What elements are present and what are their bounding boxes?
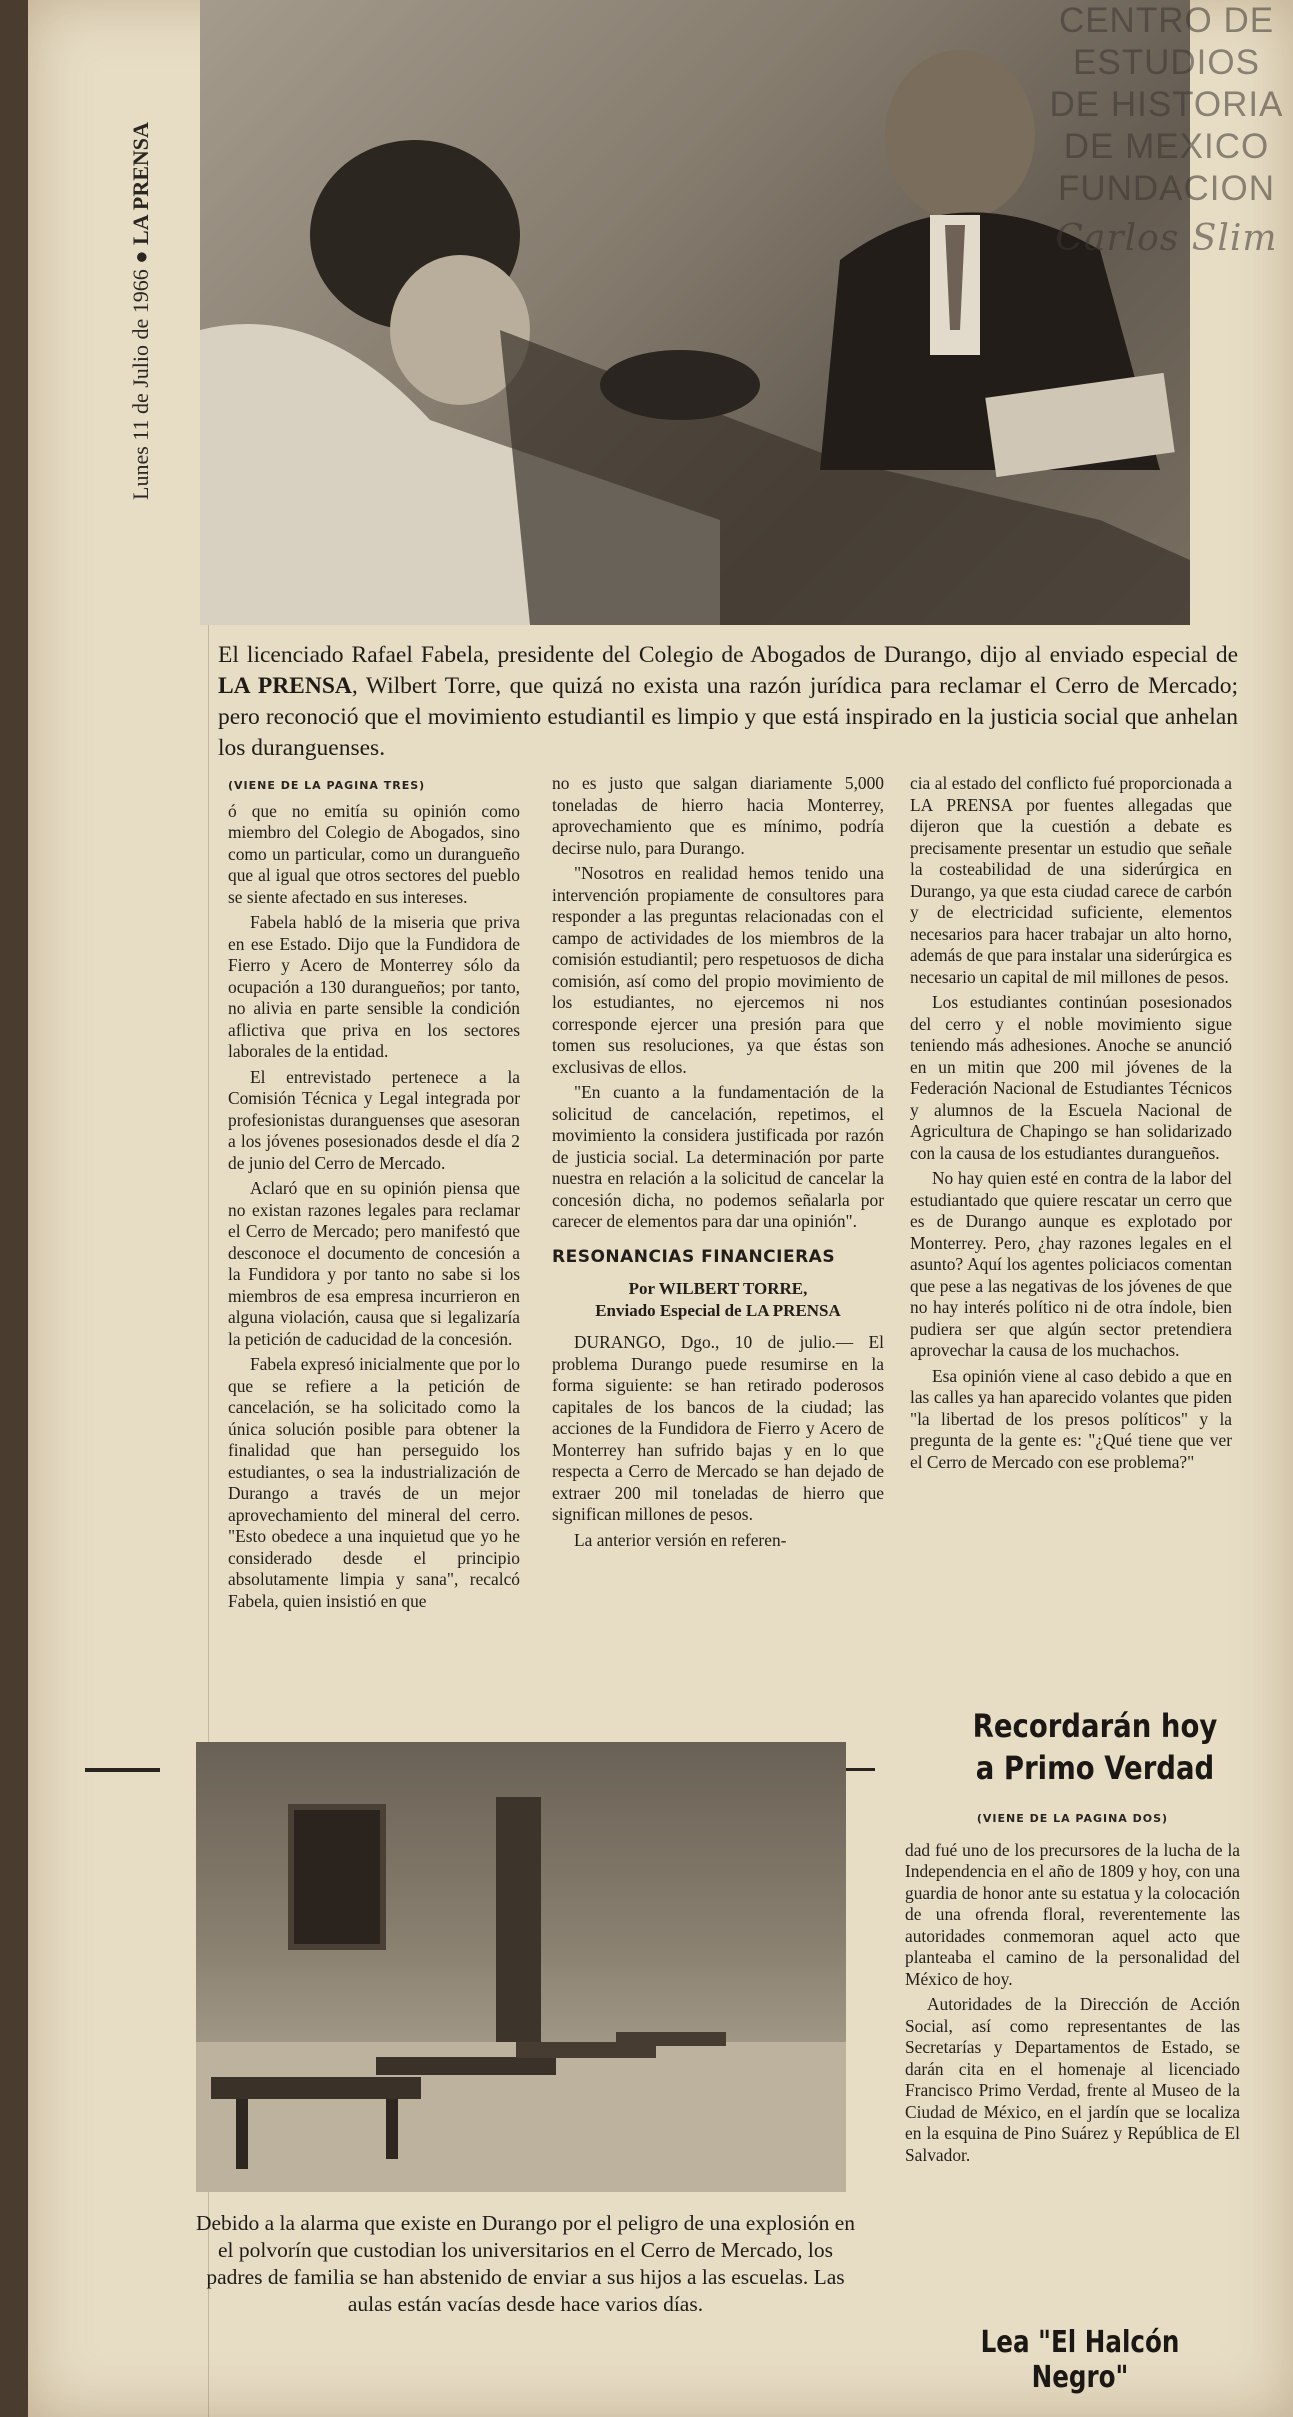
archive-watermark (1040, 0, 1293, 320)
paragraph: no es justo que salgan diariamente 5,000 toneladas de hierro hacia Monterrey, aprovechamiento que es mínimo, podría decirse nulo, para Durango. (552, 773, 884, 858)
photo-caption-bottom: Debido a la alarma que existe en Durango por el peligro de una explosión en el polvorín que custodian los universitarios en el Cerro de Mercado, los padres de familia se han abstenido de enviar a sus hijos a las escuelas. Las aulas están vacías desde hace varios días. (195, 2211, 856, 2316)
article-column-3 (910, 773, 1232, 1477)
continued-kicker: (VIENE DE LA PAGINA TRES) (228, 779, 426, 792)
watermark-line: CENTRO DE (1058, 1, 1275, 40)
headline-line: a Primo Verdad (975, 1749, 1215, 1787)
paragraph: "En cuanto a la fundamentación de la solicitud de cancelación, repetimos, el movimiento la considera justificada por razón de justicia social. La determinación por parte nuestra en relación a la solicitud de cancelar la concesión dicha, no podemos señalarla por carecer de elementos para dar una opinión". (552, 1082, 884, 1231)
bullet-separator: ● (128, 250, 153, 264)
paragraph: ó que no emitía su opinión como miembro del Colegio de Abogados, sino como un particular, como un durangueño que al igual que otros sectores del pueblo se siente afectado en sus intereses. (228, 800, 520, 907)
paragraph: No hay quien esté en contra de la labor del estudiantado que quiere rescatar un cerro que es de Durango aunque es explotado por Monterrey. Pero, ¿hay razones legales en el asunto? Aquí los agentes policiacos comentan que pese a las negativas de los jóvenes de que no hay interés político ni de otra índole, bien pudiera ser que algún sector pretendiera aprovechar la causa de los muchachos. (910, 1168, 1232, 1360)
headline-line: Recordarán hoy (972, 1707, 1218, 1745)
byline (552, 1278, 884, 1322)
watermark-line: DE MEXICO (1063, 127, 1270, 166)
photo-empty-classroom (196, 1742, 846, 2192)
paragraph: La anterior versión en referen- (574, 1529, 787, 1550)
section-subhead: RESONANCIAS FINANCIERAS (552, 1246, 836, 1267)
sidebar-headline (966, 1705, 1224, 1789)
photo-caption-top (218, 640, 1238, 764)
caption-text: El licenciado Rafael Fabela, presidente del Colegio de Abogados de Durango, dijo al enviado especial de (218, 642, 1238, 668)
serial-promo: Lea "El Halcón Negro" (980, 2325, 1180, 2395)
margin-strip (100, 0, 209, 2417)
issue-date: Lunes 11 de Julio de 1966 (128, 269, 153, 500)
paragraph: Autoridades de la Dirección de Acción Social, así como representantes de las Secretarías y Departamentos de Estado, se darán cita en el homenaje al licenciado Francisco Primo Verdad, frente al Museo de la Ciudad de México, en el jardín que se localiza en la esquina de Pino Suárez y República de El Salvador. (905, 1994, 1240, 2165)
byline-author: Por WILBERT TORRE, (628, 1279, 808, 1298)
watermark-line: FUNDACION (1057, 169, 1276, 208)
sidebar-story-column (905, 1808, 1240, 2170)
paragraph: cia al estado del conflicto fué proporcionada a LA PRENSA por fuentes allegadas que dijeron que la cuestión a debate es precisamente presentar un estudio que señale la costeabilidad de una siderúrgica en Durango, ya que esta ciudad carece de carbón y de electricidad suficiente, elementos necesarios para hacer trabajar un alto horno, además de que para instalar una siderúrgica es necesario un capital de mil millones de pesos. (910, 773, 1232, 987)
paragraph: Fabela expresó inicialmente que por lo que se refiere a la petición de cancelación, se ha solicitado como la única solución posible para obtener la finalidad que han perseguido los estudiantes, o sea la industrialización de Durango a través de un mejor aprovechamiento del mineral del cerro. "Esto obedece a una inquietud que yo he considerado desde el principio absolutamente limpia y sana", recalcó Fabela, quien insistió en que (228, 1354, 520, 1611)
paragraph: Aclaró que en su opinión piensa que no existan razones legales para reclamar el Cerro de Mercado; pero manifestó que desconoce el documento de concesión a la Fundidora y por tanto no sabe si los miembros de esa empresa incurrieron en alguna violación, causa que si legalizaría la petición de caducidad de la concesión. (228, 1178, 520, 1349)
photo-classroom-scene (196, 1742, 846, 2192)
paragraph: dad fué uno de los precursores de la lucha de la Independencia en el año de 1809 y hoy, con una guardia de honor ante su estatua y la colocación de una ofrenda floral, reverentemente las autoridades conmemoran aquel acto que planteaba el camino de la personalidad del México de hoy. (905, 1839, 1240, 1989)
watermark-signature: Carlos Slim (1055, 218, 1278, 259)
article-column-1 (228, 773, 520, 1616)
dateline-vertical (128, 122, 154, 500)
watermark-line: DE HISTORIA (1049, 85, 1284, 124)
caption-publication: LA PRENSA (218, 673, 352, 699)
watermark-line: ESTUDIOS (1073, 43, 1260, 82)
continued-kicker: (VIENE DE LA PAGINA DOS) (976, 1812, 1169, 1825)
byline-role: Enviado Especial de LA PRENSA (595, 1301, 841, 1320)
article-column-2 (552, 773, 884, 1555)
divider-rule (85, 1768, 160, 1772)
caption-text: , Wilbert Torre, que quizá no exista una razón jurídica para reclamar el Cerro de Mercado; pero reconoció que el movimiento estudiantil es limpio y que está inspirado en la justicia social que anhelan los duranguenses. (218, 673, 1238, 761)
paragraph: DURANGO, Dgo., 10 de julio.— El problema Durango puede resumirse en la forma siguiente: se han retirado poderosos capitales de los bancos de la ciudad; las acciones de la Fundidora de Fierro y Acero de Monterrey han sufrido bajas y en lo que respecta a Cerro de Mercado se han dejado de extraer 200 mil toneladas de hierro que significan millones de pesos. (552, 1332, 884, 1524)
publication-name: LA PRENSA (128, 122, 153, 245)
paragraph: "Nosotros en realidad hemos tenido una intervención propiamente de consultores para responder a las preguntas relacionadas con el campo de actividades de los miembros de la comisión estudiantil; pero respetuosos de dicha comisión, así como del propio movimiento de los estudiantes, no ejercemos ni nos corresponde ejercer una presión para que tomen sus resoluciones, ya que éstas son exclusivas de ellos. (552, 863, 884, 1077)
paragraph: El entrevistado pertenece a la Comisión Técnica y Legal integrada por profesionistas duranguenses que asesoran a los jóvenes posesionados desde el día 2 de junio del Cerro de Mercado. (228, 1066, 520, 1173)
paragraph: Esa opinión viene al caso debido a que en las calles ya han aparecido volantes que piden "la libertad de los presos políticos" y la pregunta de la gente es: "¿Qué tiene que ver el Cerro de Mercado con ese problema?" (910, 1365, 1232, 1472)
paragraph: Los estudiantes continúan posesionados del cerro y el noble movimiento sigue teniendo más adhesiones. Anoche se anunció en un mitin que 200 mil jóvenes de la Federación Nacional de Estudiantes Técnicos y alumnos de la Escuela Nacional de Agricultura de Chapingo se han solidarizado con la causa de los estudiantes durangueños. (910, 992, 1232, 1163)
paragraph: Fabela habló de la miseria que priva en ese Estado. Dijo que la Fundidora de Fierro y Acero de Monterrey sólo da ocupación a 130 durangueños; por tanto, no alivia en parte sensible la condición aflictiva que priva en los sectores laborales de la entidad. (228, 912, 520, 1061)
